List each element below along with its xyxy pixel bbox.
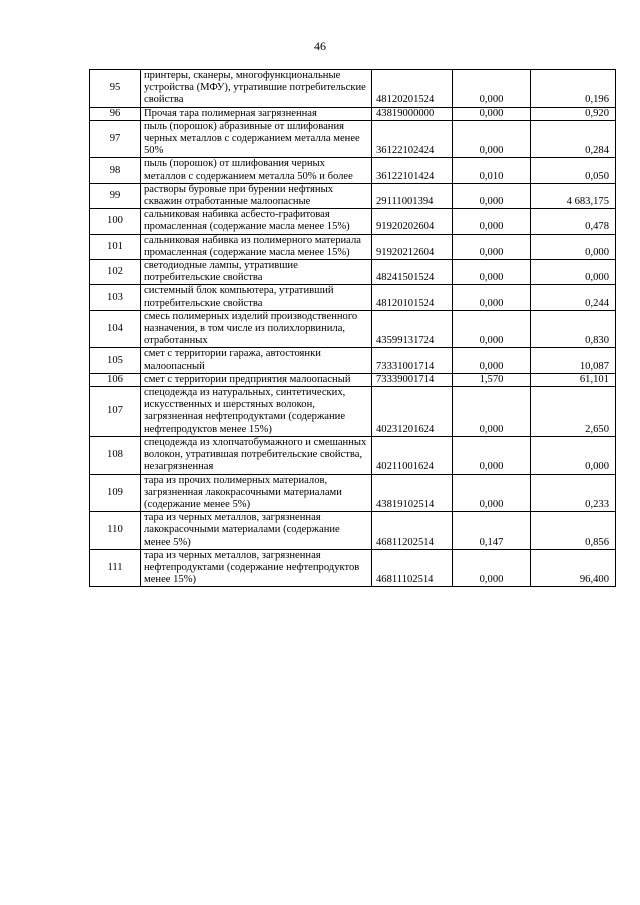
- table-row: [90, 474, 616, 512]
- row-number: 99: [90, 183, 141, 208]
- table-row: [90, 285, 616, 310]
- value-b: 0,244: [531, 285, 616, 310]
- row-number: 95: [90, 70, 141, 108]
- fkko-code: 46811102514: [372, 549, 453, 587]
- value-a: 0,000: [453, 70, 531, 108]
- table-row: [90, 310, 616, 348]
- waste-name: сальниковая набивка асбесто-графитовая промасленная (содержание масла менее 15%): [141, 209, 372, 234]
- waste-name: Прочая тара полимерная загрязненная: [141, 107, 372, 120]
- value-b: 0,478: [531, 209, 616, 234]
- fkko-code: 40231201624: [372, 387, 453, 437]
- value-a: 0,000: [453, 549, 531, 587]
- row-number: 105: [90, 348, 141, 373]
- value-b: 96,400: [531, 549, 616, 587]
- value-a: 0,000: [453, 209, 531, 234]
- table-row: [90, 70, 616, 108]
- value-a: 0,010: [453, 158, 531, 183]
- row-number: 107: [90, 387, 141, 437]
- row-number: 98: [90, 158, 141, 183]
- value-a: 0,000: [453, 348, 531, 373]
- fkko-code: 73331001714: [372, 348, 453, 373]
- table-row: [90, 260, 616, 285]
- value-b: 4 683,175: [531, 183, 616, 208]
- value-a: 0,000: [453, 260, 531, 285]
- row-number: 100: [90, 209, 141, 234]
- value-a: 0,000: [453, 183, 531, 208]
- table-row: [90, 373, 616, 386]
- table-row: [90, 436, 616, 474]
- waste-name: смет с территории гаража, автостоянки малоопасный: [141, 348, 372, 373]
- value-b: 0,196: [531, 70, 616, 108]
- waste-name: спецодежда из натуральных, синтетических, искусственных и шерстяных волокон, загрязненная нефтепродуктами (содержание нефтепродуктов менее 15%): [141, 387, 372, 437]
- waste-table: [89, 69, 616, 587]
- fkko-code: 36122102424: [372, 120, 453, 158]
- waste-name: смет с территории предприятия малоопасный: [141, 373, 372, 386]
- waste-name: смесь полимерных изделий производственного назначения, в том числе из полихлорвинила, отработанных: [141, 310, 372, 348]
- waste-name: сальниковая набивка из полимерного материала промасленная (содержание масла менее 15%): [141, 234, 372, 259]
- value-b: 61,101: [531, 373, 616, 386]
- fkko-code: 43819102514: [372, 474, 453, 512]
- fkko-code: 43819000000: [372, 107, 453, 120]
- row-number: 106: [90, 373, 141, 386]
- row-number: 110: [90, 512, 141, 550]
- table-row: [90, 348, 616, 373]
- fkko-code: 29111001394: [372, 183, 453, 208]
- row-number: 109: [90, 474, 141, 512]
- value-a: 0,000: [453, 120, 531, 158]
- value-b: 0,920: [531, 107, 616, 120]
- fkko-code: 40211001624: [372, 436, 453, 474]
- waste-name: спецодежда из хлопчатобумажного и смешанных волокон, утратившая потребительские свойства, незагрязненная: [141, 436, 372, 474]
- value-a: 0,000: [453, 474, 531, 512]
- table-row: [90, 120, 616, 158]
- value-b: 0,830: [531, 310, 616, 348]
- waste-name: растворы буровые при бурении нефтяных скважин отработанные малоопасные: [141, 183, 372, 208]
- fkko-code: 36122101424: [372, 158, 453, 183]
- fkko-code: 91920212604: [372, 234, 453, 259]
- value-a: 0,000: [453, 310, 531, 348]
- row-number: 111: [90, 549, 141, 587]
- value-a: 1,570: [453, 373, 531, 386]
- value-a: 0,000: [453, 436, 531, 474]
- value-a: 0,000: [453, 107, 531, 120]
- value-a: 0,147: [453, 512, 531, 550]
- table-row: [90, 158, 616, 183]
- waste-name: тара из прочих полимерных материалов, загрязненная лакокрасочными материалами (содержание менее 5%): [141, 474, 372, 512]
- value-a: 0,000: [453, 387, 531, 437]
- waste-name: системный блок компьютера, утративший потребительские свойства: [141, 285, 372, 310]
- fkko-code: 91920202604: [372, 209, 453, 234]
- fkko-code: 43599131724: [372, 310, 453, 348]
- waste-name: светодиодные лампы, утратившие потребительские свойства: [141, 260, 372, 285]
- row-number: 102: [90, 260, 141, 285]
- waste-name: пыль (порошок) абразивные от шлифования черных металлов с содержанием металла менее 50%: [141, 120, 372, 158]
- fkko-code: 48120101524: [372, 285, 453, 310]
- fkko-code: 48241501524: [372, 260, 453, 285]
- row-number: 104: [90, 310, 141, 348]
- value-a: 0,000: [453, 234, 531, 259]
- waste-name: тара из черных металлов, загрязненная нефтепродуктами (содержание нефтепродуктов менее 15%): [141, 549, 372, 587]
- fkko-code: 48120201524: [372, 70, 453, 108]
- row-number: 96: [90, 107, 141, 120]
- table-row: [90, 387, 616, 437]
- value-a: 0,000: [453, 285, 531, 310]
- table-row: [90, 549, 616, 587]
- row-number: 97: [90, 120, 141, 158]
- value-b: 0,233: [531, 474, 616, 512]
- waste-name: принтеры, сканеры, многофункциональные устройства (МФУ), утратившие потребительские свойства: [141, 70, 372, 108]
- table-row: [90, 209, 616, 234]
- value-b: 0,000: [531, 234, 616, 259]
- value-b: 0,000: [531, 436, 616, 474]
- value-b: 10,087: [531, 348, 616, 373]
- waste-name: пыль (порошок) от шлифования черных металлов с содержанием металла 50% и более: [141, 158, 372, 183]
- row-number: 101: [90, 234, 141, 259]
- value-b: 2,650: [531, 387, 616, 437]
- waste-name: тара из черных металлов, загрязненная лакокрасочными материалами (содержание менее 5%): [141, 512, 372, 550]
- table-row: [90, 234, 616, 259]
- value-b: 0,050: [531, 158, 616, 183]
- row-number: 103: [90, 285, 141, 310]
- fkko-code: 46811202514: [372, 512, 453, 550]
- row-number: 108: [90, 436, 141, 474]
- table-row: [90, 183, 616, 208]
- page-number: 46: [314, 39, 326, 53]
- value-b: 0,284: [531, 120, 616, 158]
- fkko-code: 73339001714: [372, 373, 453, 386]
- value-b: 0,856: [531, 512, 616, 550]
- table-row: [90, 512, 616, 550]
- value-b: 0,000: [531, 260, 616, 285]
- table-row: [90, 107, 616, 120]
